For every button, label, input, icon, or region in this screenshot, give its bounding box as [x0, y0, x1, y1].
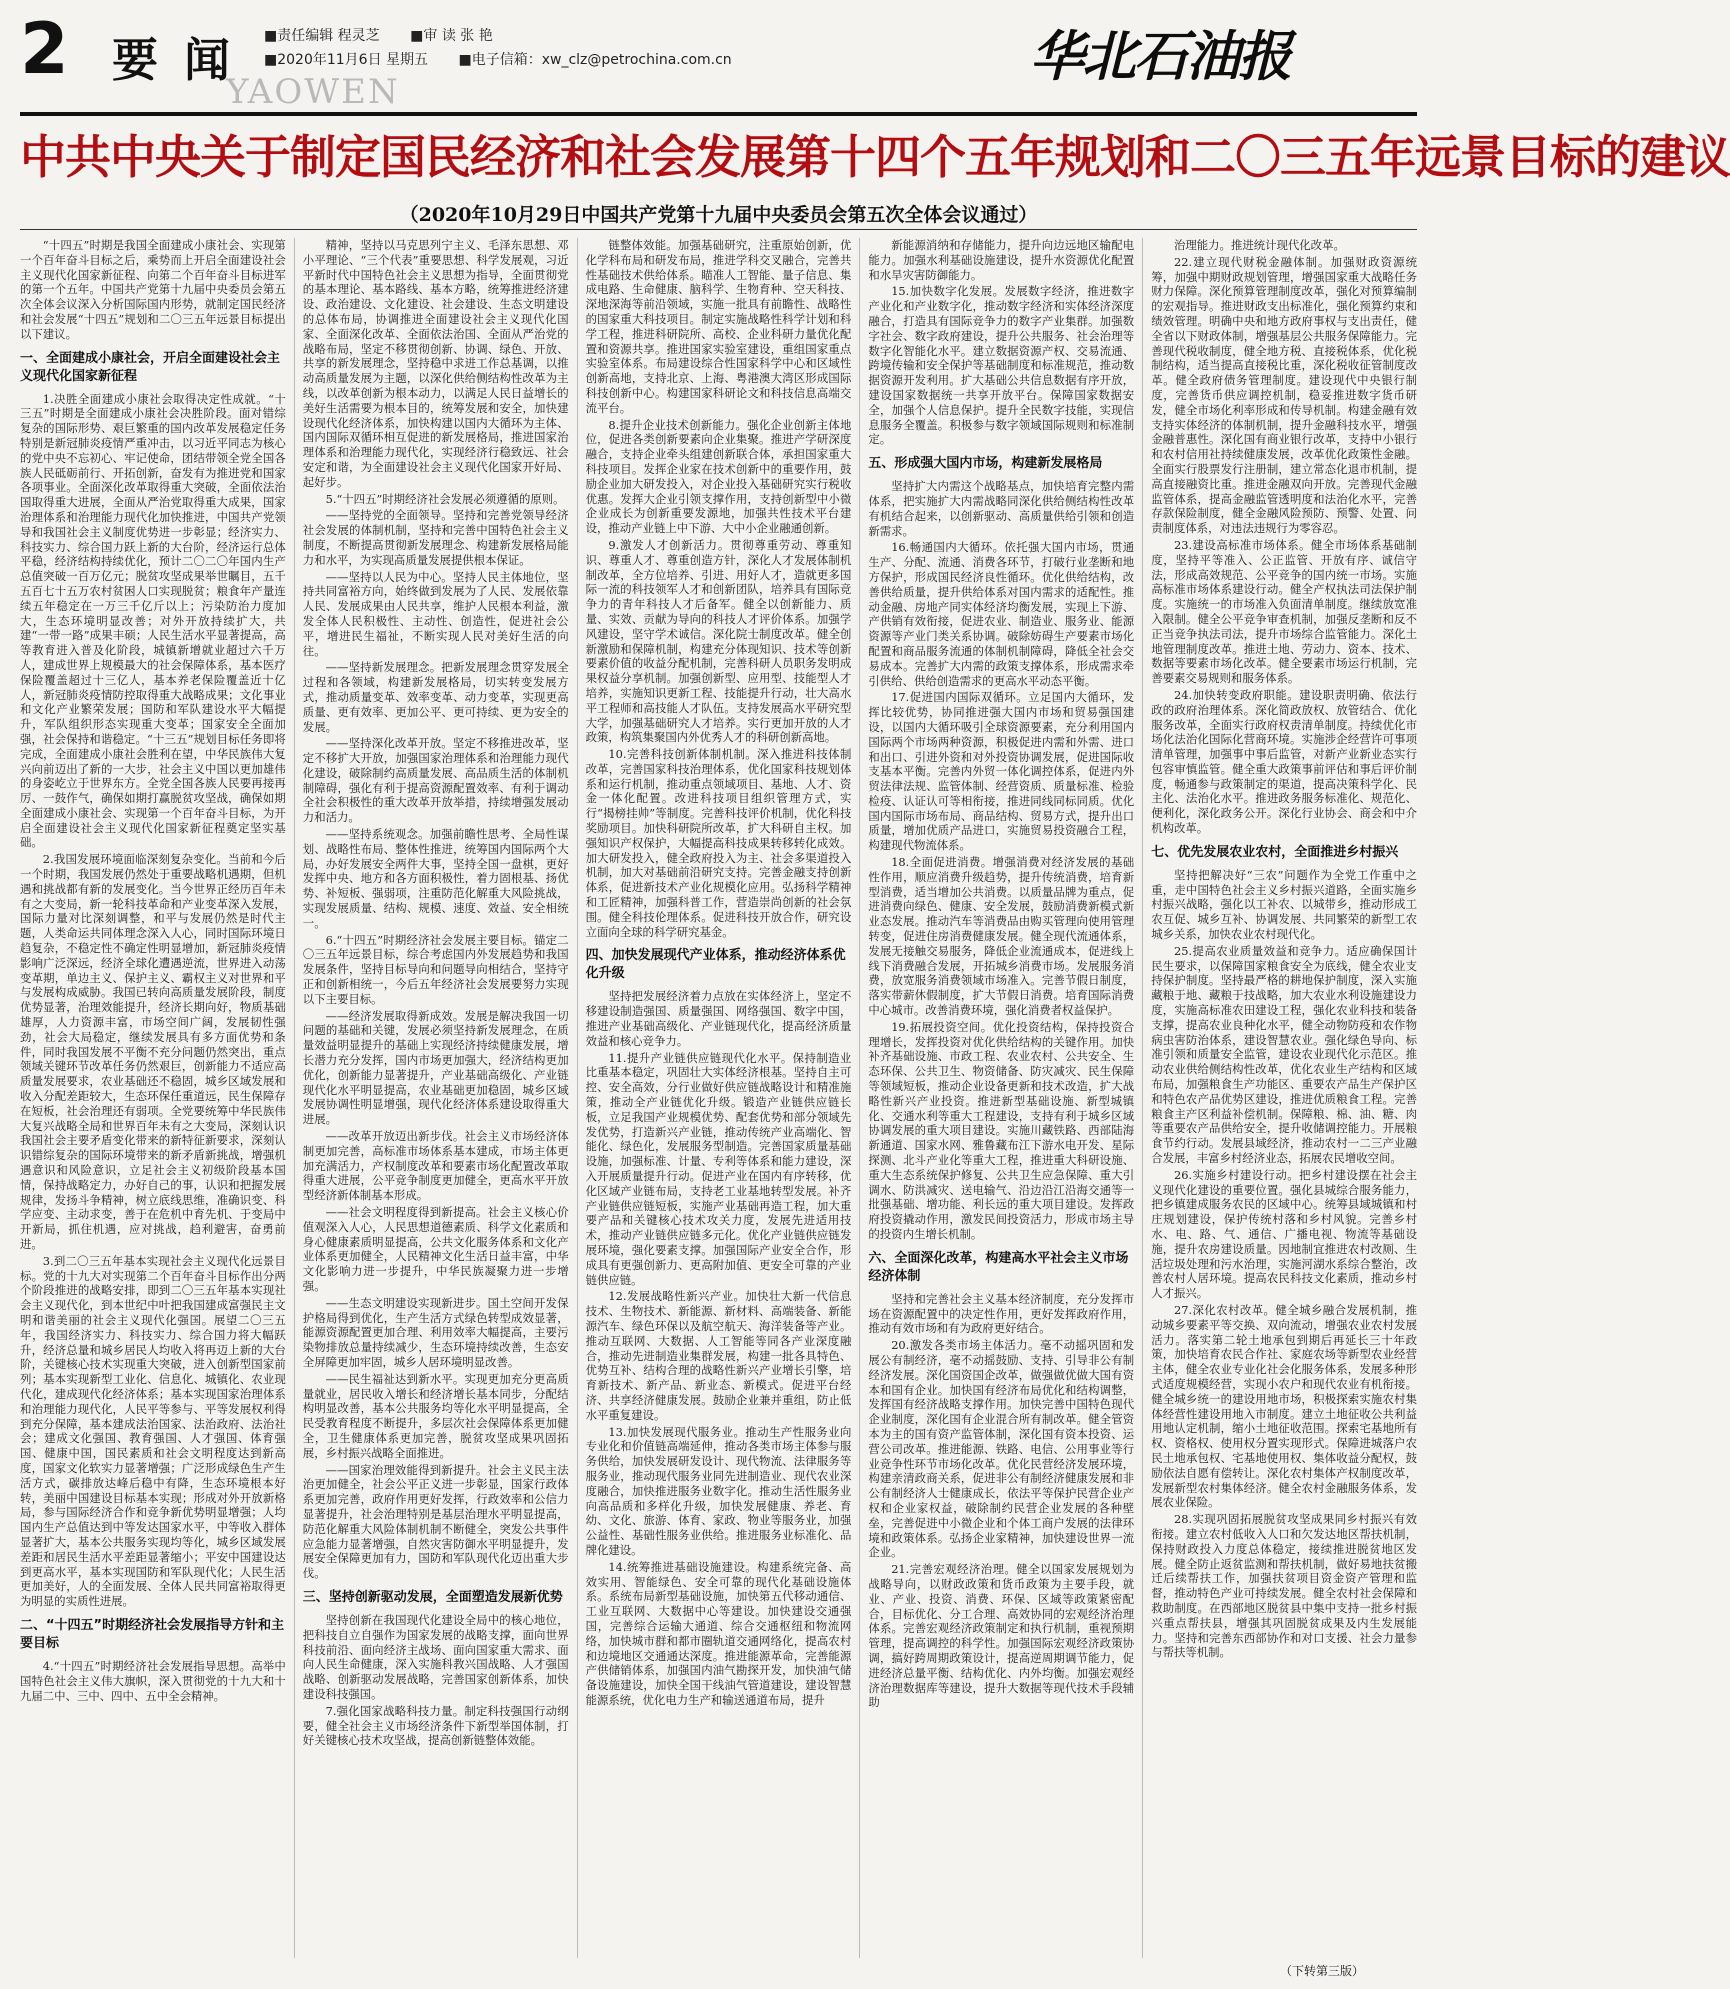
paragraph: 18.全面促进消费。增强消费对经济发展的基础性作用，顺应消费升级趋势，提升传统消费，培育新型消费，适当增加公共消费。以质量品牌为重点，促进消费向绿色、健康、安全发展，鼓励消费新模式新业态发展。推动汽车等消费品由购买管理向使用管理转变，促进住房消费健康发展。健全现代流通体系，发展无接触交易服务，降低企业流通成本，促进线上线下消费融合发展，开拓城乡消费市场。发展服务消费，放宽服务消费领域市场准入。完善节假日制度，落实带薪休假制度，扩大节假日消费。培育国际消费中心城市。改善消费环境，强化消费者权益保护。: [868, 855, 1135, 1018]
paragraph: 2.我国发展环境面临深刻复杂变化。当前和今后一个时期，我国发展仍然处于重要战略机遇期，但机遇和挑战都有新的发展变化。当今世界正经历百年未有之大变局，新一轮科技革命和产业变革深入发展，国际力量对比深刻调整，和平与发展仍然是时代主题，人类命运共同体理念深入人心，同时国际环境日趋复杂，不稳定性不确定性明显增加，新冠肺炎疫情影响广泛深远，经济全球化遭遇逆流，世界进入动荡变革期，单边主义、保护主义、霸权主义对世界和平与发展构成威胁。我国已转向高质量发展阶段，制度优势显著，治理效能提升，经济长期向好，物质基础雄厚，人力资源丰富，市场空间广阔，发展韧性强劲，社会大局稳定，继续发展具有多方面优势和条件，同时我国发展不平衡不充分问题仍然突出，重点领域关键环节改革任务仍然艰巨，创新能力不适应高质量发展要求，农业基础还不稳固，城乡区域发展和收入分配差距较大，生态环保任重道远，民生保障存在短板，社会治理还有弱项。全党要统筹中华民族伟大复兴战略全局和世界百年未有之大变局，深刻认识我国社会主要矛盾变化带来的新特征新要求，深刻认识错综复杂的国际环境带来的新矛盾新挑战，增强机遇意识和风险意识，立足社会主义初级阶段基本国情，保持战略定力，办好自己的事，认识和把握发展规律，发扬斗争精神，树立底线思维，准确识变、科学应变、主动求变，善于在危机中育先机、于变局中开新局，抓住机遇，应对挑战，趋利避害，奋勇前进。: [20, 852, 286, 1251]
column-divider: [577, 238, 578, 1958]
paragraph: 28.实现巩固拓展脱贫攻坚成果同乡村振兴有效衔接。建立农村低收入人口和欠发达地区帮扶机制，保持财政投入力度总体稳定，接续推进脱贫地区发展。健全防止返贫监测和帮扶机制，做好易地扶贫搬迁后续帮扶工作，加强扶贫项目资金资产管理和监督，推动特色产业可持续发展。健全农村社会保障和救助制度。在西部地区脱贫县中集中支持一批乡村振兴重点帮扶县，增强其巩固脱贫成果及内生发展能力。坚持和完善东西部协作和对口支援、社会力量参与帮扶等机制。: [1151, 1512, 1417, 1660]
email-contact: ■电子信箱：xw_clz@petrochina.com.cn: [458, 52, 732, 68]
paragraph: ——社会文明程度得到新提高。社会主义核心价值观深入人心，人民思想道德素质、科学文化素质和身心健康素质明显提高，公共文化服务体系和文化产业体系更加健全，人民精神文化生活日益丰富，中华文化影响力进一步提升，中华民族凝聚力进一步增强。: [302, 1205, 569, 1293]
paragraph: 24.加快转变政府职能。建设职责明确、依法行政的政府治理体系。深化简政放权、放管结合、优化服务改革，全面实行政府权责清单制度。持续优化市场化法治化国际化营商环境。实施涉企经营许可事项清单管理，加强事中事后监管，对新产业新业态实行包容审慎监管。健全重大政策事前评估和事后评价制度，畅通参与政策制定的渠道，提高决策科学化、民主化、法治化水平。推进政务服务标准化、规范化、便利化，深化政务公开。深化行业协会、商会和中介机构改革。: [1151, 687, 1417, 836]
paragraph: ——国家治理效能得到新提升。社会主义民主法治更加健全，社会公平正义进一步彰显，国家行政体系更加完善，政府作用更好发挥，行政效率和公信力显著提升，社会治理特别是基层治理水平明显提高，防范化解重大风险体制机制不断健全，突发公共事件应急能力显著增强，自然灾害防御水平明显提升，发展安全保障更加有力，国防和军队现代化迈出重大步伐。: [302, 1462, 569, 1581]
paragraph: 6.“十四五”时期经济社会发展主要目标。锚定二〇三五年远景目标，综合考虑国内外发展趋势和我国发展条件，坚持目标导向和问题导向相结合，坚持守正和创新相统一，今后五年经济社会发展要努力实现以下主要目标。: [302, 932, 569, 1006]
section-title-en: YAOWEN: [226, 72, 400, 112]
column-divider: [294, 238, 295, 1958]
paragraph: 坚持和完善社会主义基本经济制度，充分发挥市场在资源配置中的决定性作用，更好发挥政府作用，推动有效市场和有为政府更好结合。: [868, 1291, 1135, 1336]
text-column: [868, 238, 1134, 1958]
paragraph: ——经济发展取得新成效。发展是解决我国一切问题的基础和关键，发展必须坚持新发展理念，在质量效益明显提升的基础上实现经济持续健康发展，增长潜力充分发挥，国内市场更加强大，经济结构更加优化，创新能力显著提升，产业基础高级化、产业链现代化水平明显提高，农业基础更加稳固，城乡区域发展协调性明显增强，现代化经济体系建设取得重大进展。: [302, 1008, 569, 1127]
text-column: [1151, 238, 1417, 1958]
paragraph: 坚持扩大内需这个战略基点，加快培育完整内需体系，把实施扩大内需战略同深化供给侧结构性改革有机结合起来，以创新驱动、高质量供给引领和创造新需求。: [868, 479, 1135, 538]
paragraph: 22.建立现代财税金融体制。加强财政资源统筹，加强中期财政规划管理，增强国家重大战略任务财力保障。深化预算管理制度改革，强化对预算编制的宏观指导。推进财政支出标准化，强化预算约束和绩效管理。明确中央和地方政府事权与支出责任，健全省以下财政体制，增强基层公共服务保障能力。完善现代税收制度，健全地方税、直接税体系，优化税制结构，适当提高直接税比重，深化税收征管制度改革。健全政府债务管理制度。建设现代中央银行制度，完善货币供应调控机制，稳妥推进数字货币研发，健全市场化利率形成和传导机制。构建金融有效支持实体经济的体制机制，提升金融科技水平，增强金融普惠性。深化国有商业银行改革，支持中小银行和农村信用社持续健康发展，改革优化政策性金融。全面实行股票发行注册制，建立常态化退市机制，提高直接融资比重。推进金融双向开放。完善现代金融监管体系，提高金融监管透明度和法治化水平，完善存款保险制度，健全金融风险预防、预警、处置、问责制度体系，对违法违规行为零容忍。: [1151, 254, 1417, 536]
text-column: [303, 238, 569, 1958]
section-heading: 六、全面深化改革，构建高水平社会主义市场经济体制: [868, 1250, 1129, 1284]
paragraph: 坚持把发展经济着力点放在实体经济上，坚定不移建设制造强国、质量强国、网络强国、数字中国，推进产业基础高级化、产业链现代化，提高经济质量效益和核心竞争力。: [585, 989, 852, 1048]
editorial-meta: [264, 24, 758, 72]
paragraph: 新能源消纳和存储能力，提升向边远地区输配电能力。加强水利基础设施建设，提升水资源优化配置和水旱灾害防御能力。: [868, 238, 1135, 282]
paragraph: ——民生福祉达到新水平。实现更加充分更高质量就业，居民收入增长和经济增长基本同步，分配结构明显改善，基本公共服务均等化水平明显提高，全民受教育程度不断提升，多层次社会保障体系更加健全，卫生健康体系更加完善，脱贫攻坚成果巩固拓展，乡村振兴战略全面推进。: [302, 1371, 569, 1460]
paragraph: 13.加快发展现代服务业。推动生产性服务业向专业化和价值链高端延伸，推动各类市场主体参与服务供给，加快发展研发设计、现代物流、法律服务等服务业，推动现代服务业同先进制造业、现代农业深度融合，加快推进服务业数字化。推动生活性服务业向高品质和多样化升级，加快发展健康、养老、育幼、文化、旅游、体育、家政、物业等服务业，加强公益性、基础性服务业供给。推进服务业标准化、品牌化建设。: [585, 1424, 852, 1557]
paragraph: 21.完善宏观经济治理。健全以国家发展规划为战略导向，以财政政策和货币政策为主要手段，就业、产业、投资、消费、环保、区域等政策紧密配合，目标优化、分工合理、高效协同的宏观经济治理体系。完善宏观经济政策制定和执行机制，重视预期管理，提高调控的科学性。加强国际宏观经济政策协调，搞好跨周期政策设计，提高逆周期调节能力，促进经济总量平衡、结构优化、内外均衡。加强宏观经济治理数据库等建设，提升大数据等现代技术手段辅助: [868, 1562, 1135, 1710]
paragraph: 25.提高农业质量效益和竞争力。适应确保国计民生要求，以保障国家粮食安全为底线，健全农业支持保护制度。坚持最严格的耕地保护制度，深入实施藏粮于地、藏粮于技战略，加大农业水利设施建设力度，实施高标准农田建设工程，强化农业科技和装备支撑，提高农业良种化水平，健全动物防疫和农作物病虫害防治体系，建设智慧农业。强化绿色导向、标准引领和质量安全监管，建设农业现代化示范区。推动农业供给侧结构性改革，优化农业生产结构和区域布局，加强粮食生产功能区、重要农产品生产保护区和特色农产品优势区建设，推进优质粮食工程。完善粮食主产区利益补偿机制。保障粮、棉、油、糖、肉等重要农产品供给安全，提升收储调控能力。开展粮食节约行动。发展县域经济，推动农村一二三产业融合发展，丰富乡村经济业态，拓展农民增收空间。: [1151, 943, 1417, 1166]
article-headline: 中共中央关于制定国民经济和社会发展第十四个五年规划和二〇三五年远景目标的建议: [20, 130, 1730, 184]
section-heading: 三、坚持创新驱动发展，全面塑造发展新优势: [302, 1589, 563, 1605]
article-subheadline: （2020年10月29日中国共产党第十九届中央委员会第五次全体会议通过）: [399, 204, 1038, 226]
paragraph: 15.加快数字化发展。发展数字经济，推进数字产业化和产业数字化，推动数字经济和实体经济深度融合，打造具有国际竞争力的数字产业集群。加强数字社会、数字政府建设，提升公共服务、社会治理等数字化智能化水平。建立数据资源产权、交易流通、跨境传输和安全保护等基础制度和标准规范，推动数据资源开发利用。扩大基础公共信息数据有序开放，建设国家数据统一共享开放平台。保障国家数据安全，加强个人信息保护。提升全民数字技能，实现信息服务全覆盖。积极参与数字领域国际规则和标准制定。: [868, 284, 1135, 447]
editor-credit: ■责任编辑 程灵芝: [264, 28, 380, 44]
issue-date: ■2020年11月6日 星期五: [264, 52, 429, 68]
column-divider: [1142, 238, 1143, 1958]
paragraph: “十四五”时期是我国全面建成小康社会、实现第一个百年奋斗目标之后，乘势而上开启全面建设社会主义现代化国家新征程、向第二个百年奋斗目标进军的第一个五年。中国共产党第十九届中央委员会第五次全体会议深入分析国际国内形势，就制定国民经济和社会发展“十四五”规划和二〇三五年远景目标提出以下建议。: [20, 238, 286, 341]
continued-note: （下转第三版）: [1280, 1964, 1365, 1978]
paragraph: 1.决胜全面建成小康社会取得决定性成就。“十三五”时期是全面建成小康社会决胜阶段。面对错综复杂的国际形势、艰巨繁重的国内改革发展稳定任务特别是新冠肺炎疫情严重冲击，以习近平同志为核心的党中央不忘初心、牢记使命，团结带领全党全国各族人民砥砺前行、开拓创新，奋发有为推进党和国家各项事业。全面深化改革取得重大突破，全面依法治国取得重大进展，全面从严治党取得重大成果，国家治理体系和治理能力现代化加快推进，中国共产党领导和我国社会主义制度优势进一步彰显；经济实力、科技实力、综合国力跃上新的大台阶，经济运行总体平稳，经济结构持续优化，预计二〇二〇年国内生产总值突破一百万亿元；脱贫攻坚成果举世瞩目，五千五百七十五万农村贫困人口实现脱贫；粮食年产量连续五年稳定在一万三千亿斤以上；污染防治力度加大，生态环境明显改善；对外开放持续扩大，共建“一带一路”成果丰硕；人民生活水平显著提高，高等教育进入普及化阶段，城镇新增就业超过六千万人，建成世界上规模最大的社会保障体系，基本医疗保险覆盖超过十三亿人，基本养老保险覆盖近十亿人，新冠肺炎疫情防控取得重大战略成果；文化事业和文化产业繁荣发展；国防和军队建设水平大幅提升，军队组织形态实现重大变革；国家安全全面加强，社会保持和谐稳定。“十三五”规划目标任务即将完成，全面建成小康社会胜利在望，中华民族伟大复兴向前迈出了新的一大步，社会主义中国以更加雄伟的身姿屹立于世界东方。全党全国各族人民要再接再厉、一鼓作气，确保如期打赢脱贫攻坚战，确保如期全面建成小康社会、实现第一个百年奋斗目标，为开启全面建设社会主义现代化国家新征程奠定坚实基础。: [20, 391, 286, 850]
paragraph: 8.提升企业技术创新能力。强化企业创新主体地位，促进各类创新要素向企业集聚。推进产学研深度融合，支持企业牵头组建创新联合体，承担国家重大科技项目。发挥企业家在技术创新中的重要作用，鼓励企业加大研发投入，对企业投入基础研究实行税收优惠。发挥大企业引领支撑作用，支持创新型中小微企业成长为创新重要发源地，加强共性技术平台建设，推动产业链上中下游、大中小企业融通创新。: [585, 417, 852, 536]
paragraph: ——坚持新发展理念。把新发展理念贯穿发展全过程和各领域，构建新发展格局，切实转变发展方式，推动质量变革、效率变革、动力变革，实现更高质量、更有效率、更加公平、更可持续、更为安全的发展。: [302, 660, 569, 734]
paragraph: 27.深化农村改革。健全城乡融合发展机制，推动城乡要素平等交换、双向流动，增强农业农村发展活力。落实第二轮土地承包到期后再延长三十年政策，加快培育农民合作社、家庭农场等新型农业经营主体，健全农业专业化社会化服务体系，发展多种形式适度规模经营，实现小农户和现代农业有机衔接。健全城乡统一的建设用地市场，积极探索实施农村集体经营性建设用地入市制度。建立土地征收公共利益用地认定机制，缩小土地征收范围。探索宅基地所有权、资格权、使用权分置实现形式。保障进城落户农民土地承包权、宅基地使用权、集体收益分配权，鼓励依法自愿有偿转让。深化农村集体产权制度改革，发展新型农村集体经济。健全农村金融服务体系，发展农业保险。: [1151, 1302, 1417, 1510]
paragraph: ——坚持系统观念。加强前瞻性思考、全局性谋划、战略性布局、整体性推进，统筹国内国际两个大局，办好发展安全两件大事，坚持全国一盘棋，更好发挥中央、地方和各方面积极性，着力固根基、扬优势、补短板、强弱项，注重防范化解重大风险挑战，实现发展质量、结构、规模、速度、效益、安全相统一。: [302, 827, 569, 930]
paragraph: 精神，坚持以马克思列宁主义、毛泽东思想、邓小平理论、“三个代表”重要思想、科学发展观，习近平新时代中国特色社会主义思想为指导，全面贯彻党的基本理论、基本路线、基本方略，统筹推进经济建设、政治建设、文化建设、社会建设、生态文明建设的总体布局，协调推进全面建设社会主义现代化国家、全面深化改革、全面依法治国、全面从严治党的战略布局，坚定不移贯彻创新、协调、绿色、开放、共享的新发展理念，坚持稳中求进工作总基调，以推动高质量发展为主题，以深化供给侧结构性改革为主线，以改革创新为根本动力，以满足人民日益增长的美好生活需要为根本目的，统筹发展和安全，加快建设现代化经济体系，加快构建以国内大循环为主体、国内国际双循环相互促进的新发展格局，推进国家治理体系和治理能力现代化，实现经济行稳致远、社会安定和谐，为全面建设社会主义现代化国家开好局、起好步。: [302, 238, 569, 489]
paragraph: 9.激发人才创新活力。贯彻尊重劳动、尊重知识、尊重人才、尊重创造方针，深化人才发展体制机制改革，全方位培养、引进、用好人才，造就更多国际一流的科技领军人才和创新团队，培养具有国际竞争力的青年科技人才后备军。健全以创新能力、质量、实效、贡献为导向的科技人才评价体系。加强学风建设，坚守学术诚信。深化院士制度改革。健全创新激励和保障机制，构建充分体现知识、技术等创新要素价值的收益分配机制，完善科研人员职务发明成果权益分享机制。加强创新型、应用型、技能型人才培养，实施知识更新工程、技能提升行动，壮大高水平工程师和高技能人才队伍。支持发展高水平研究型大学，加强基础研究人才培养。实行更加开放的人才政策，构筑集聚国内外优秀人才的科研创新高地。: [585, 537, 852, 745]
paragraph: 3.到二〇三五年基本实现社会主义现代化远景目标。党的十九大对实现第二个百年奋斗目标作出分两个阶段推进的战略安排，即到二〇三五年基本实现社会主义现代化，到本世纪中叶把我国建成富强民主文明和谐美丽的社会主义现代化强国。展望二〇三五年，我国经济实力、科技实力、综合国力将大幅跃升，经济总量和城乡居民人均收入将再迈上新的大台阶，关键核心技术实现重大突破，进入创新型国家前列；基本实现新型工业化、信息化、城镇化、农业现代化，建成现代化经济体系；基本实现国家治理体系和治理能力现代化，人民平等参与、平等发展权利得到充分保障，基本建成法治国家、法治政府、法治社会；建成文化强国、教育强国、人才强国、体育强国、健康中国，国民素质和社会文明程度达到新高度，国家文化软实力显著增强；广泛形成绿色生产生活方式，碳排放达峰后稳中有降，生态环境根本好转，美丽中国建设目标基本实现；形成对外开放新格局，参与国际经济合作和竞争新优势明显增强；人均国内生产总值达到中等发达国家水平，中等收入群体显著扩大，基本公共服务实现均等化，城乡区域发展差距和居民生活水平差距显著缩小；平安中国建设达到更高水平，基本实现国防和军队现代化；人民生活更加美好，人的全面发展、全体人民共同富裕取得更为明显的实质性进展。: [20, 1253, 286, 1609]
paragraph: 19.拓展投资空间。优化投资结构，保持投资合理增长，发挥投资对优化供给结构的关键作用。加快补齐基础设施、市政工程、农业农村、公共安全、生态环保、公共卫生、物资储备、防灾减灾、民生保障等领域短板，推动企业设备更新和技术改造，扩大战略性新兴产业投资。推进新型基础设施、新型城镇化、交通水利等重大工程建设，支持有利于城乡区域协调发展的重大项目建设。实施川藏铁路、西部陆海新通道、国家水网、雅鲁藏布江下游水电开发、星际探测、北斗产业化等重大工程，推进重大科研设施、重大生态系统保护修复、公共卫生应急保障、重大引调水、防洪减灾、送电输气、沿边沿江沿海交通等一批强基础、增功能、利长远的重大项目建设。发挥政府投资撬动作用，激发民间投资活力，形成市场主导的投资内生增长机制。: [868, 1019, 1135, 1241]
section-heading: 一、全面建成小康社会，开启全面建设社会主义现代化国家新征程: [20, 350, 281, 384]
paragraph: ——坚持以人民为中心。坚持人民主体地位，坚持共同富裕方向，始终做到发展为了人民、发展依靠人民、发展成果由人民共享，维护人民根本利益，激发全体人民积极性、主动性、创造性，促进社会公平，增进民生福祉，不断实现人民对美好生活的向往。: [302, 569, 569, 658]
section-heading: 七、优先发展农业农村，全面推进乡村振兴: [1151, 844, 1399, 860]
paragraph: 链整体效能。加强基础研究，注重原始创新，优化学科布局和研发布局，推进学科交叉融合，完善共性基础技术供给体系。瞄准人工智能、量子信息、集成电路、生命健康、脑科学、生物育种、空天科技、深地深海等前沿领域，实施一批具有前瞻性、战略性的国家重大科技项目。制定实施战略性科学计划和科学工程，推进科研院所、高校、企业科研力量优化配置和资源共享。推进国家实验室建设，重组国家重点实验室体系。布局建设综合性国家科学中心和区域性创新高地，支持北京、上海、粤港澳大湾区形成国际科技创新中心。构建国家科研论文和科技信息高端交流平台。: [585, 238, 852, 415]
column-divider: [859, 238, 860, 1958]
paragraph: 17.促进国内国际双循环。立足国内大循环，发挥比较优势，协同推进强大国内市场和贸易强国建设，以国内大循环吸引全球资源要素，充分利用国内国际两个市场两种资源，积极促进内需和外需、进口和出口、引进外资和对外投资协调发展，促进国际收支基本平衡。完善内外贸一体化调控体系，促进内外贸法律法规、监管体制、经营资质、质量标准、检验检疫、认证认可等相衔接，推进同线同标同质。优化国内国际市场布局、商品结构、贸易方式，提升出口质量，增加优质产品进口，实施贸易投资融合工程，构建现代物流体系。: [868, 690, 1135, 853]
paragraph: 坚持把解决好“三农”问题作为全党工作重中之重，走中国特色社会主义乡村振兴道路，全面实施乡村振兴战略，强化以工补农、以城带乡，推动形成工农互促、城乡互补、协调发展、共同繁荣的新型工农城乡关系，加快农业农村现代化。: [1151, 867, 1417, 942]
section-heading: 二、“十四五”时期经济社会发展指导方针和主要目标: [20, 1617, 285, 1651]
paragraph: 治理能力。推进统计现代化改革。: [1173, 238, 1345, 252]
paragraph: 23.建设高标准市场体系。健全市场体系基础制度，坚持平等准入、公正监管、开放有序、诚信守法，形成高效规范、公平竞争的国内统一市场。实施高标准市场体系建设行动。健全产权执法司法保护制度。实施统一的市场准入负面清单制度。继续放宽准入限制。健全公平竞争审查机制，加强反垄断和反不正当竞争执法司法，提升市场综合监管能力。深化土地管理制度改革。推进土地、劳动力、资本、技术、数据等要素市场化改革。健全要素市场运行机制，完善要素交易规则和服务体系。: [1151, 537, 1417, 686]
paragraph: 4.“十四五”时期经济社会发展指导思想。高举中国特色社会主义伟大旗帜，深入贯彻党的十九大和十九届二中、三中、四中、五中全会精神。: [20, 1658, 286, 1703]
paragraph: ——坚持深化改革开放。坚定不移推进改革，坚定不移扩大开放，加强国家治理体系和治理能力现代化建设，破除制约高质量发展、高品质生活的体制机制障碍，强化有利于提高资源配置效率、有利于调动全社会积极性的重大改革开放举措，持续增强发展动力和活力。: [302, 736, 569, 825]
paragraph: 5.“十四五”时期经济社会发展必须遵循的原则。: [325, 491, 565, 506]
paragraph: 20.激发各类市场主体活力。毫不动摇巩固和发展公有制经济，毫不动摇鼓励、支持、引导非公有制经济发展。深化国资国企改革，做强做优做大国有资本和国有企业。加快国有经济布局优化和结构调整，发挥国有经济战略支撑作用。加快完善中国特色现代企业制度，深化国有企业混合所有制改革。健全管资本为主的国有资产监管体制，深化国有资本投资、运营公司改革。推进能源、铁路、电信、公用事业等行业竞争性环节市场化改革。优化民营经济发展环境，构建亲清政商关系，促进非公有制经济健康发展和非公有制经济人士健康成长，依法平等保护民营企业产权和企业家权益，破除制约民营企业发展的各种壁垒，完善促进中小微企业和个体工商户发展的法律环境和政策体系。弘扬企业家精神，加快建设世界一流企业。: [868, 1338, 1135, 1560]
article-body: [20, 238, 1417, 1958]
masthead-logo: 华北石油报: [1030, 24, 1290, 88]
paragraph: 14.统筹推进基础设施建设。构建系统完备、高效实用、智能绿色、安全可靠的现代化基础设施体系。系统布局新型基础设施，加快第五代移动通信、工业互联网、大数据中心等建设。加快建设交通强国，完善综合运输大通道、综合交通枢纽和物流网络，加快城市群和都市圈轨道交通网络化，提高农村和边境地区交通通达深度。推进能源革命，完善能源产供储销体系，加强国内油气勘探开发，加快油气储备设施建设，加快全国干线油气管道建设，建设智慧能源系统，优化电力生产和输送通道布局，提升: [585, 1559, 852, 1707]
paragraph: ——坚持党的全面领导。坚持和完善党领导经济社会发展的体制机制，坚持和完善中国特色社会主义制度，不断提高贯彻新发展理念、构建新发展格局能力和水平，为实现高质量发展提供根本保证。: [302, 508, 569, 567]
paragraph: 7.强化国家战略科技力量。制定科技强国行动纲要，健全社会主义市场经济条件下新型举国体制，打好关键核心技术攻坚战，提高创新链整体效能。: [302, 1703, 569, 1748]
text-column: [586, 238, 852, 1958]
paragraph: ——改革开放迈出新步伐。社会主义市场经济体制更加完善，高标准市场体系基本建成，市场主体更加充满活力，产权制度改革和要素市场化配置改革取得重大进展，公平竞争制度更加健全，更高水平开放型经济新体制基本形成。: [302, 1129, 569, 1203]
header-rule: [20, 112, 1417, 116]
paragraph: 坚持创新在我国现代化建设全局中的核心地位，把科技自立自强作为国家发展的战略支撑，面向世界科技前沿、面向经济主战场、面向国家重大需求、面向人民生命健康，深入实施科教兴国战略、人才强国战略、创新驱动发展战略，完善国家创新体系，加快建设科技强国。: [302, 1612, 569, 1701]
paragraph: 10.完善科技创新体制机制。深入推进科技体制改革，完善国家科技治理体系，优化国家科技规划体系和运行机制，推动重点领域项目、基地、人才、资金一体化配置。改进科技项目组织管理方式，实行“揭榜挂帅”等制度。完善科技评价机制，优化科技奖励项目。加快科研院所改革，扩大科研自主权。加强知识产权保护，大幅提高科技成果转移转化成效。加大研发投入，健全政府投入为主、社会多渠道投入机制，加大对基础前沿研究支持。完善金融支持创新体系，促进新技术产业化规模化应用。弘扬科学精神和工匠精神，加强科普工作，营造崇尚创新的社会氛围。健全科技伦理体系。促进科技开放合作，研究设立面向全球的科学研究基金。: [585, 747, 852, 939]
section-heading: 四、加快发展现代产业体系，推动经济体系优化升级: [585, 948, 846, 982]
section-title: 要闻: [112, 33, 256, 87]
paragraph: 16.畅通国内大循环。依托强大国内市场，贯通生产、分配、流通、消费各环节，打破行业垄断和地方保护，形成国民经济良性循环。优化供给结构，改善供给质量，提升供给体系对国内需求的适配性。推动金融、房地产同实体经济均衡发展，实现上下游、产供销有效衔接，促进农业、制造业、服务业、能源资源等产业门类关系协调。破除妨碍生产要素市场化配置和商品服务流通的体制机制障碍，降低全社会交易成本。完善扩大内需的政策支撑体系，形成需求牵引供给、供给创造需求的更高水平动态平衡。: [868, 540, 1135, 688]
text-column: [20, 238, 286, 1958]
reviewer-credit: ■审 读 张 艳: [410, 28, 493, 44]
subhead-rule: [20, 229, 1417, 230]
paragraph: ——生态文明建设实现新进步。国土空间开发保护格局得到优化，生产生活方式绿色转型成效显著，能源资源配置更加合理、利用效率大幅提高，主要污染物排放总量持续减少，生态环境持续改善，生态安全屏障更加牢固，城乡人居环境明显改善。: [302, 1295, 569, 1369]
paragraph: 12.发展战略性新兴产业。加快壮大新一代信息技术、生物技术、新能源、新材料、高端装备、新能源汽车、绿色环保以及航空航天、海洋装备等产业。推动互联网、大数据、人工智能等同各产业深度融合，推动先进制造业集群发展，构建一批各具特色、优势互补、结构合理的战略性新兴产业增长引擎，培育新技术、新产品、新业态、新模式。促进平台经济、共享经济健康发展。鼓励企业兼并重组，防止低水平重复建设。: [585, 1289, 852, 1422]
paragraph: 26.实施乡村建设行动。把乡村建设摆在社会主义现代化建设的重要位置。强化县城综合服务能力，把乡镇建成服务农民的区域中心。统筹县域城镇和村庄规划建设，保护传统村落和乡村风貌。完善乡村水、电、路、气、通信、广播电视、物流等基础设施，提升农房建设质量。因地制宜推进农村改厕、生活垃圾处理和污水治理，实施河湖水系综合整治，改善农村人居环境。提高农民科技文化素质，推动乡村人才振兴。: [1151, 1167, 1417, 1301]
paragraph: 11.提升产业链供应链现代化水平。保持制造业比重基本稳定，巩固壮大实体经济根基。坚持自主可控、安全高效，分行业做好供应链战略设计和精准施策，推动全产业链优化升级。锻造产业链供应链长板，立足我国产业规模优势、配套优势和部分领域先发优势，打造新兴产业链，推动传统产业高端化、智能化、绿色化，发展服务型制造。完善国家质量基础设施，加强标准、计量、专利等体系和能力建设，深入开展质量提升行动。促进产业在国内有序转移，优化区域产业链布局，支持老工业基地转型发展。补齐产业链供应链短板，实施产业基础再造工程，加大重要产品和关键核心技术攻关力度，发展先进适用技术，推动产业链供应链多元化。优化产业链供应链发展环境，强化要素支撑。加强国际产业安全合作，形成具有更强创新力、更高附加值、更安全可靠的产业链供应链。: [585, 1050, 852, 1287]
page-number: 2: [20, 8, 69, 90]
section-heading: 五、形成强大国内市场，构建新发展格局: [868, 456, 1103, 472]
